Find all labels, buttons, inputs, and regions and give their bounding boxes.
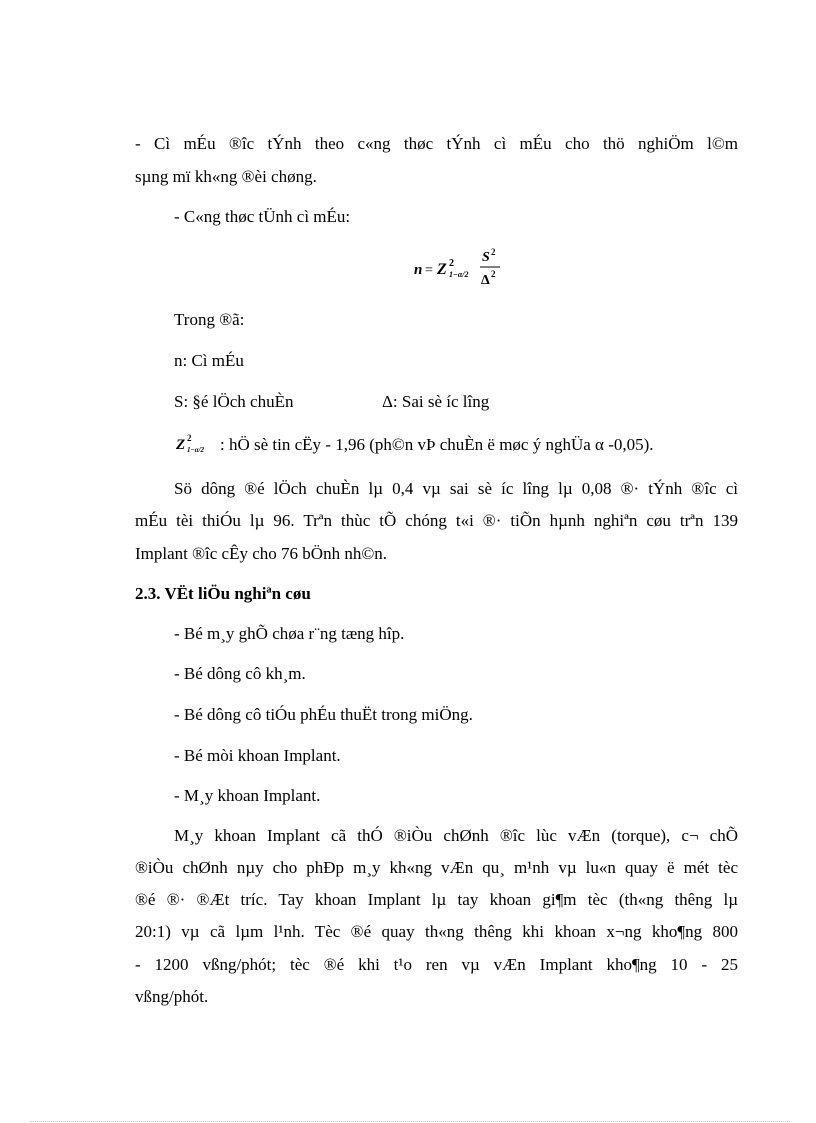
paragraph-line: Sö dông ®é lÖch chuÈn lµ 0,4 vµ sai sè íc lîng lµ 0,08 ®· tÝnh ®îc cì xyxy=(174,479,738,498)
paragraph-line: - 1200 vßng/phót; tèc ®é khi t¹o ren vµ vÆn Implant kho¶ng 10 - 25 xyxy=(135,955,738,974)
list-item: - Bé m¸y ghÕ chøa r¨ng tæng hîp. xyxy=(174,624,405,643)
definition-delta: Δ: Sai sè íc lîng xyxy=(382,392,490,411)
z-symbol-sup: 2 xyxy=(187,433,192,443)
alpha-symbol: α xyxy=(595,435,604,454)
paragraph-line: sµng mï kh«ng ®èi chøng. xyxy=(135,167,317,186)
definition-s: S: §é lÖch chuÈn xyxy=(174,392,294,411)
formula-graphic xyxy=(412,246,522,292)
paragraph-line: ®iÒu chØnh nµy cho phÐp m¸y kh«ng vÆn qu¸ m¹nh vµ lu«n quay ë mét tèc xyxy=(135,858,738,877)
section-heading: 2.3. VËt liÖu nghiªn cøu xyxy=(135,584,311,603)
formula-lhs: n xyxy=(414,262,423,278)
paragraph-line: vßng/phót. xyxy=(135,987,209,1006)
formula-denominator-sup: 2 xyxy=(491,269,496,279)
z-definition-text: : hÖ sè tin cËy - 1,96 (ph©n vÞ chuÈn ë møc ý nghÜa xyxy=(220,435,591,454)
list-item: - Bé dông cô tiÓu phÉu thuËt trong miÖng. xyxy=(174,705,473,724)
paragraph-line: - Cì mÉu ®îc tÝnh theo c«ng thøc tÝnh cì mÉu cho thö nghiÖm l©m xyxy=(135,134,738,153)
z-critical-symbol xyxy=(174,432,220,456)
definition-n: n: Cì mÉu xyxy=(174,351,244,370)
paragraph-line: mÉu tèi thiÓu lµ 96. Trªn thùc tÕ chóng t«i ®· tiÕn hµnh nghiªn cøu trªn 139 xyxy=(135,511,738,530)
formula-denominator: Δ xyxy=(481,273,490,288)
z-symbol: Z xyxy=(176,437,186,453)
z-symbol-sub: 1−α/2 xyxy=(187,446,205,454)
formula-equals: = xyxy=(425,263,433,278)
sample-size-formula xyxy=(412,246,522,292)
page-bottom-divider xyxy=(30,1121,790,1122)
formula-z: Z xyxy=(437,261,447,278)
paragraph-line: ®é ®· ®Æt tríc. Tay khoan Implant lµ tay khoan gi¶m tèc (th«ng thêng lµ xyxy=(135,890,738,909)
paragraph-line: Implant ®îc cÊy cho 76 bÖnh nh©n. xyxy=(135,544,387,563)
formula-z-sub: 1−α/2 xyxy=(449,270,469,279)
paragraph-line: - C«ng thøc tÜnh cì mÉu: xyxy=(174,207,351,226)
alpha-value: -0,05). xyxy=(603,435,654,454)
definition-z xyxy=(174,432,654,456)
paragraph-line: M¸y khoan Implant cã thÓ ®iÒu chØnh ®îc lùc vÆn (torque), c¬ chÕ xyxy=(174,826,738,845)
list-item: - M¸y khoan Implant. xyxy=(174,786,321,805)
formula-numerator-sup: 2 xyxy=(491,247,496,257)
formula-numerator: S xyxy=(482,250,490,265)
formula-z-sup: 2 xyxy=(449,258,454,269)
list-item: - Bé mòi khoan Implant. xyxy=(174,746,341,765)
paragraph-line: Trong ®ã: xyxy=(174,310,245,329)
paragraph-line: 20:1) vµ cã lµm l¹nh. Tèc ®é quay th«ng thêng khi khoan x¬ng kho¶ng 800 xyxy=(135,922,738,941)
list-item: - Bé dông cô kh¸m. xyxy=(174,664,306,683)
